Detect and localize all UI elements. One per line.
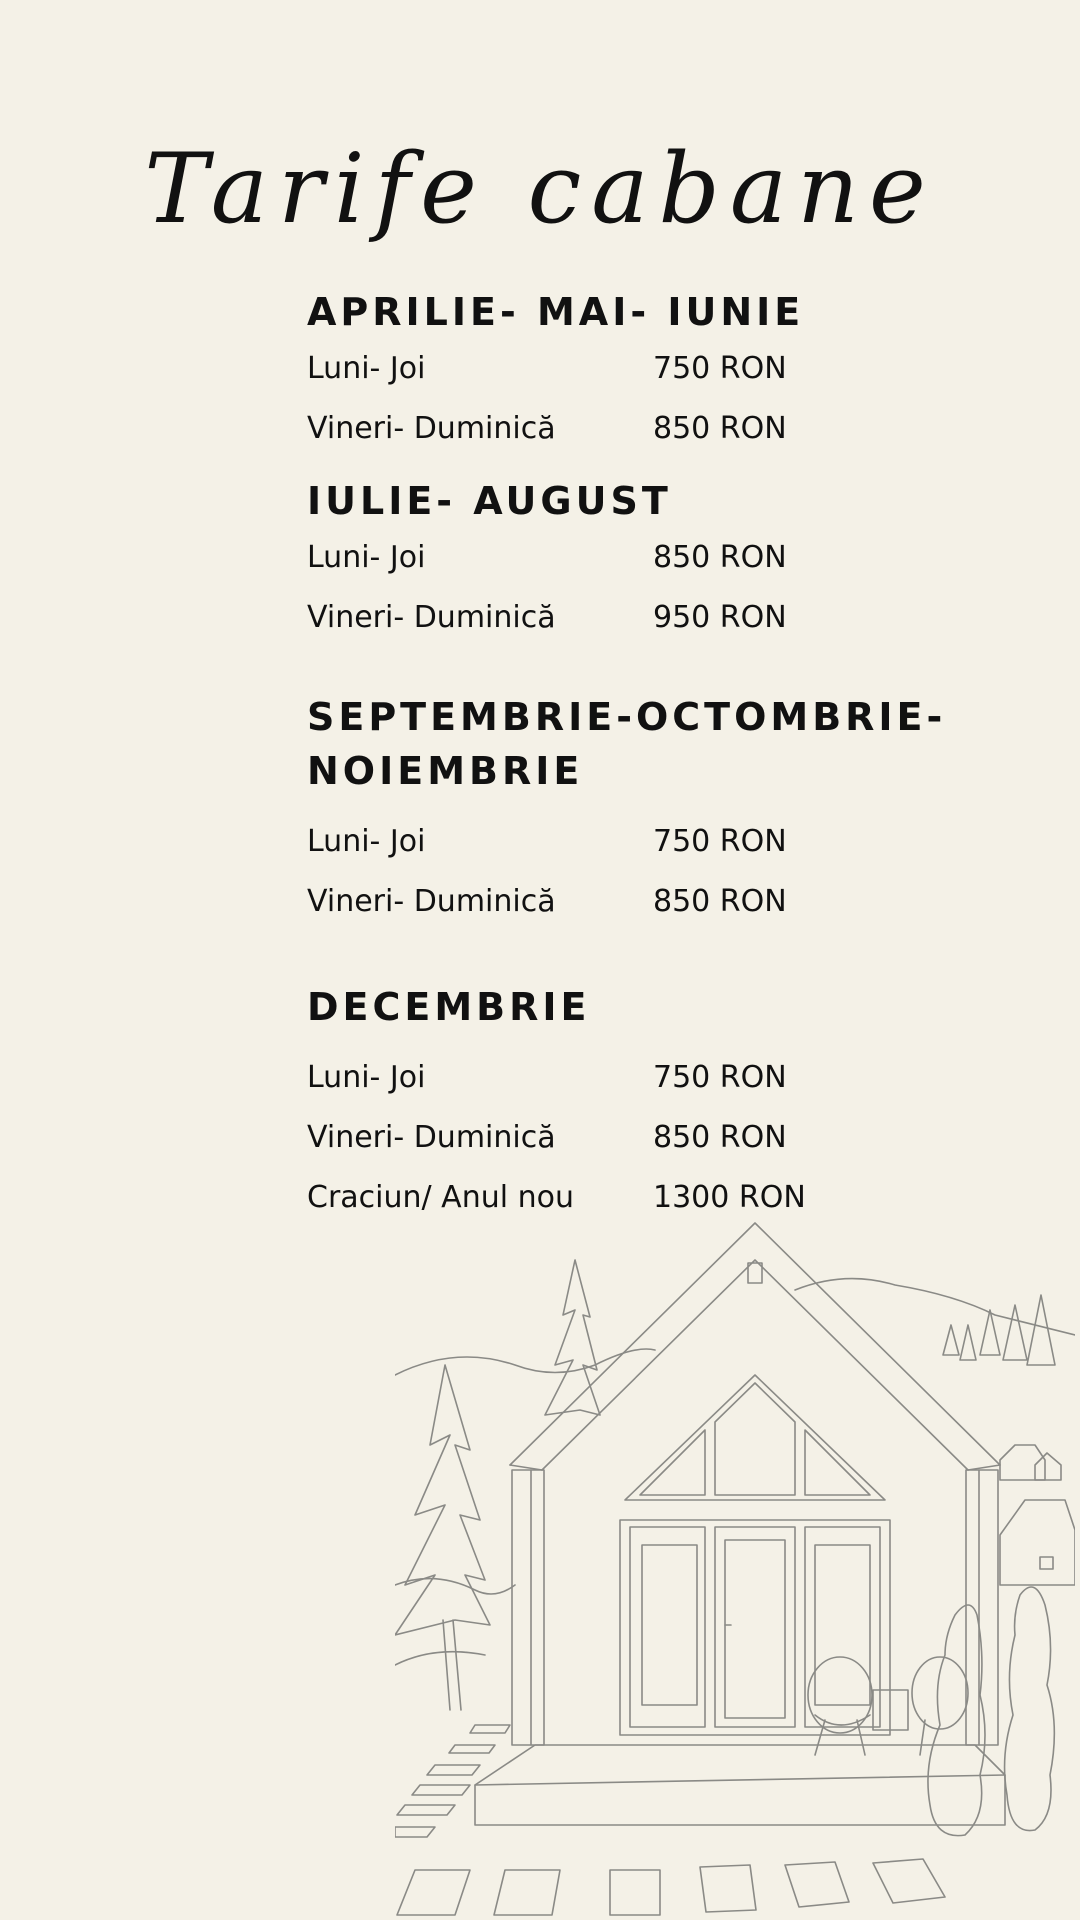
rate-label: Luni- Joi xyxy=(307,351,426,386)
rate-row xyxy=(307,528,787,588)
rate-label: Craciun/ Anul nou xyxy=(307,1180,574,1215)
rate-price: 850 RON xyxy=(653,540,787,575)
rate-row xyxy=(307,588,787,648)
season-title: SEPTEMBRIE-OCTOMBRIE- NOIEMBRIE xyxy=(307,695,947,793)
season-block-september-november xyxy=(307,690,947,932)
rate-label: Luni- Joi xyxy=(307,540,426,575)
rate-row xyxy=(307,1108,787,1168)
rate-price: 850 RON xyxy=(653,411,787,446)
rate-price: 750 RON xyxy=(653,824,787,859)
rate-label: Vineri- Duminică xyxy=(307,1120,556,1155)
rate-label: Vineri- Duminică xyxy=(307,884,556,919)
page-title: Tarife cabane xyxy=(144,133,936,246)
rate-row xyxy=(307,399,804,459)
rate-label: Vineri- Duminică xyxy=(307,411,556,446)
season-block-april-june xyxy=(307,285,804,459)
rate-row xyxy=(307,339,804,399)
rate-label: Vineri- Duminică xyxy=(307,600,556,635)
rate-row xyxy=(307,872,947,932)
season-title: APRILIE- MAI- IUNIE xyxy=(307,290,805,334)
cabin-illustration xyxy=(395,1215,1075,1920)
rate-label: Luni- Joi xyxy=(307,824,426,859)
rate-price: 850 RON xyxy=(653,884,787,919)
rate-row xyxy=(307,1048,787,1108)
season-title: DECEMBRIE xyxy=(307,985,591,1029)
season-title: IULIE- AUGUST xyxy=(307,479,672,523)
rate-price: 1300 RON xyxy=(653,1180,806,1215)
rate-price: 850 RON xyxy=(653,1120,787,1155)
rate-row xyxy=(307,812,947,872)
rate-label: Luni- Joi xyxy=(307,1060,426,1095)
rate-price: 750 RON xyxy=(653,351,787,386)
season-block-december xyxy=(307,980,806,1228)
rate-price: 750 RON xyxy=(653,1060,787,1095)
rate-price: 950 RON xyxy=(653,600,787,635)
season-block-july-august xyxy=(307,474,787,648)
